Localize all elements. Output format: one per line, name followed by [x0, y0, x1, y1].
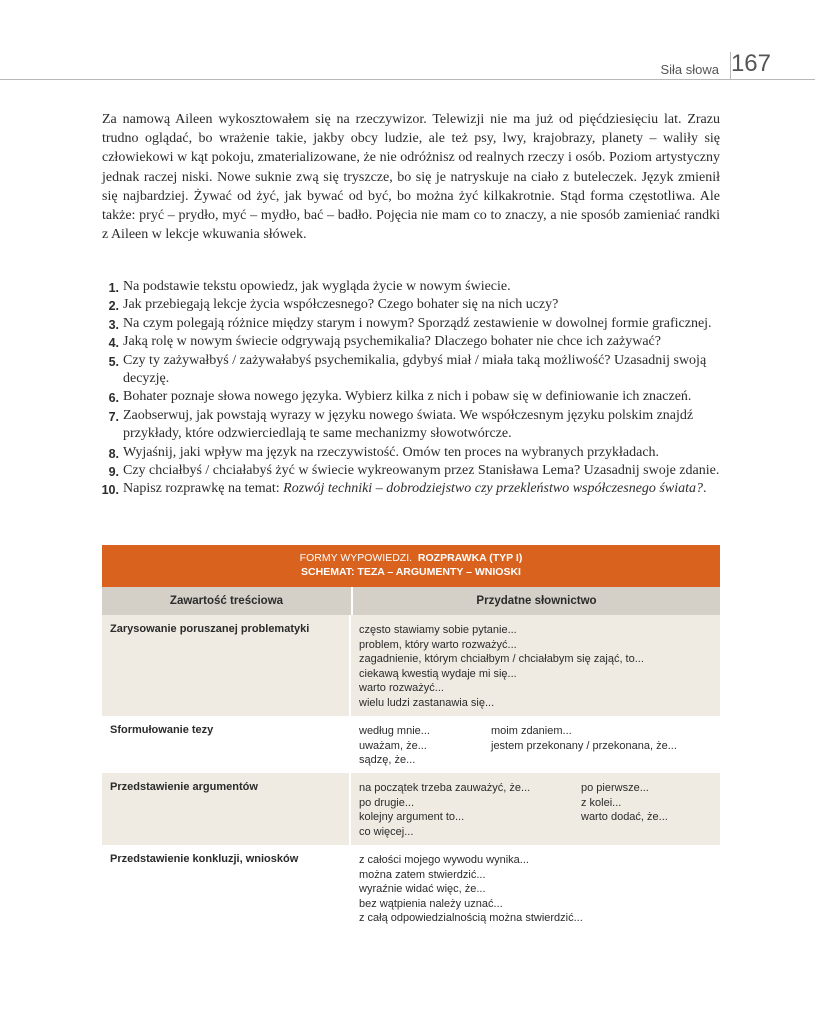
- question-number: 8.: [108, 446, 119, 461]
- question-item: [102, 444, 722, 462]
- question-text: Bohater poznaje słowa nowego języka. Wybierz kilka z nich i pobaw się w definiowanie ich znaczeń.: [123, 389, 692, 405]
- row-label: Zarysowanie poruszanej problematyki: [102, 615, 351, 716]
- table-row: [102, 716, 720, 773]
- question-item: [102, 352, 722, 389]
- question-item: [102, 278, 722, 296]
- row-vocabulary: [351, 773, 720, 845]
- section-title: Siła słowa: [660, 62, 719, 77]
- table-column-headers: [102, 587, 720, 615]
- row-label: Przedstawienie konkluzji, wniosków: [102, 845, 351, 935]
- question-text: Jaką rolę w nowym świecie odgrywają psychemikalia? Dlaczego bohater nie chce ich zażywać?: [123, 334, 661, 350]
- phrase: sądzę, że...: [359, 754, 416, 767]
- phrase: co więcej...: [359, 825, 414, 838]
- table-title: [102, 545, 720, 587]
- question-number: 4.: [108, 336, 119, 351]
- questions-list: [102, 278, 722, 499]
- row-label: Przedstawienie argumentów: [102, 773, 351, 845]
- phrase: na początek trzeba zauważyć, że...: [359, 782, 531, 794]
- row-vocabulary: [351, 615, 720, 716]
- question-item: [102, 480, 722, 498]
- phrase: warto rozważyć...: [359, 682, 444, 695]
- table-title-prefix: FORMY WYPOWIEDZI.: [299, 552, 413, 564]
- row-vocabulary: [351, 716, 720, 773]
- row-label: Sformułowanie tezy: [102, 716, 351, 773]
- phrase: jestem przekonany / przekonana, że...: [491, 739, 677, 752]
- phrase: ciekawą kwestią wydaje mi się...: [359, 667, 517, 680]
- question-number: 1.: [108, 281, 119, 295]
- phrase: problem, który warto rozważyć...: [359, 638, 517, 651]
- phrase: kolejny argument to...: [359, 811, 465, 824]
- phrase: z całości mojego wywodu wynika...: [359, 854, 529, 866]
- phrase: [491, 753, 712, 768]
- table-row: [102, 615, 720, 716]
- phrase: [581, 825, 712, 840]
- essay-topic: Rozwój techniki – dobrodziejstwo czy przekleństwo współczesnego świata?: [283, 481, 703, 497]
- phrase: zagadnienie, którym chciałbym / chciałabym się zająć, to...: [359, 653, 644, 666]
- question-number: 9.: [108, 465, 119, 480]
- essay-schema-table: [102, 545, 720, 935]
- phrase: z całą odpowiedzialnością można stwierdzić...: [359, 912, 583, 925]
- col-vocabulary-header: Przydatne słownictwo: [476, 595, 597, 607]
- question-text: Napisz rozprawkę na temat:: [123, 481, 284, 497]
- question-item: [102, 315, 722, 333]
- question-text: Czy ty zażywałbyś / zażywałabyś psychemikalia, gdybyś miał / miała taką możliwość? Uzasadnij swoją decyzję.: [123, 352, 707, 387]
- table-row: [102, 845, 720, 935]
- question-item: [102, 333, 722, 351]
- phrase: wielu ludzi zastanawia się...: [359, 696, 495, 709]
- table-title-bold: ROZPRAWKA (TYP I): [417, 552, 523, 564]
- question-item: [102, 296, 722, 314]
- question-text: Na podstawie tekstu opowiedz, jak wygląda życie w nowym świecie.: [123, 279, 511, 294]
- page-number: 167: [730, 50, 771, 77]
- phrase: często stawiamy sobie pytanie...: [359, 624, 517, 636]
- question-text: Na czym polegają różnice między starym i nowym? Sporządź zestawienie w dowolnej formie graficznej.: [123, 315, 712, 331]
- phrase: z kolei...: [581, 796, 622, 809]
- phrase: po drugie...: [359, 796, 415, 809]
- page-header: [0, 0, 815, 80]
- phrase: można zatem stwierdzić...: [359, 868, 486, 881]
- question-number: 3.: [108, 317, 119, 332]
- question-item: [102, 407, 722, 444]
- question-number: 10.: [101, 483, 119, 498]
- phrase: warto dodać, że...: [581, 811, 668, 824]
- phrase: wyraźnie widać więc, że...: [359, 883, 486, 896]
- question-text: Jak przebiegają lekcje życia współczesnego? Czego bohater się na nich uczy?: [123, 297, 559, 313]
- table-subtitle: SCHEMAT: TEZA – ARGUMENTY – WNIOSKI: [301, 566, 521, 578]
- question-number: 5.: [108, 354, 119, 369]
- question-text: Czy chciałbyś / chciałabyś żyć w świecie wykreowanym przez Stanisława Lema? Uzasadnij swoje zdanie.: [123, 463, 720, 479]
- question-text: Zaobserwuj, jak powstają wyrazy w języku nowego świata. We współczesnym języku polskim znajdź przykłady, które odzwierciedlają te same mechanizmy słowotwórcze.: [123, 407, 694, 442]
- question-text: Wyjaśnij, jaki wpływ ma język na rzeczywistość. Omów ten proces na wybranych przykładach.: [123, 444, 660, 460]
- col-content-header: Zawartość treściowa: [102, 587, 353, 615]
- table-row: [102, 773, 720, 845]
- phrase: po pierwsze...: [581, 782, 649, 794]
- question-item: [102, 388, 722, 406]
- question-number: 6.: [108, 391, 119, 406]
- question-tail: .: [703, 481, 707, 497]
- body-paragraph: Za namową Aileen wykosztowałem się na rzeczywizor. Telewizji nie ma już od pięćdziesięciu lat. Zrazu trudno oglądać, bo wrażenie takie, jakby obcy ludzie, ale też psy, lwy, krajobrazy, planety – waliły się człowiekowi w kąt pokoju, zmaterializowane, że nie odróżnisz od realnych rzeczy i osób. Poziom artystyczny jednak raczej niski. Nowe suknie zwą się tryszcze, bo się je natryskuje na ciało z buteleczek. Język zmienił się najbardziej. Żywać od żyć, jak bywać od być, bo można żyć kilkakrotnie. Stąd forma częstotliwa. Ale także: pryć – prydło, myć – mydło, bać – badło. Pojęcia nie mam co to znaczy, a nie sposób zamieniać randki z Aileen w lekcje wkuwania słówek.: [102, 112, 720, 243]
- row-vocabulary: [351, 845, 720, 935]
- phrase: bez wątpienia należy uznać...: [359, 897, 503, 910]
- phrase: uważam, że...: [359, 739, 427, 752]
- phrase: moim zdaniem...: [491, 725, 572, 737]
- question-number: 7.: [108, 409, 119, 424]
- phrase: według mnie...: [359, 725, 430, 737]
- question-item: [102, 462, 722, 480]
- question-number: 2.: [108, 299, 119, 314]
